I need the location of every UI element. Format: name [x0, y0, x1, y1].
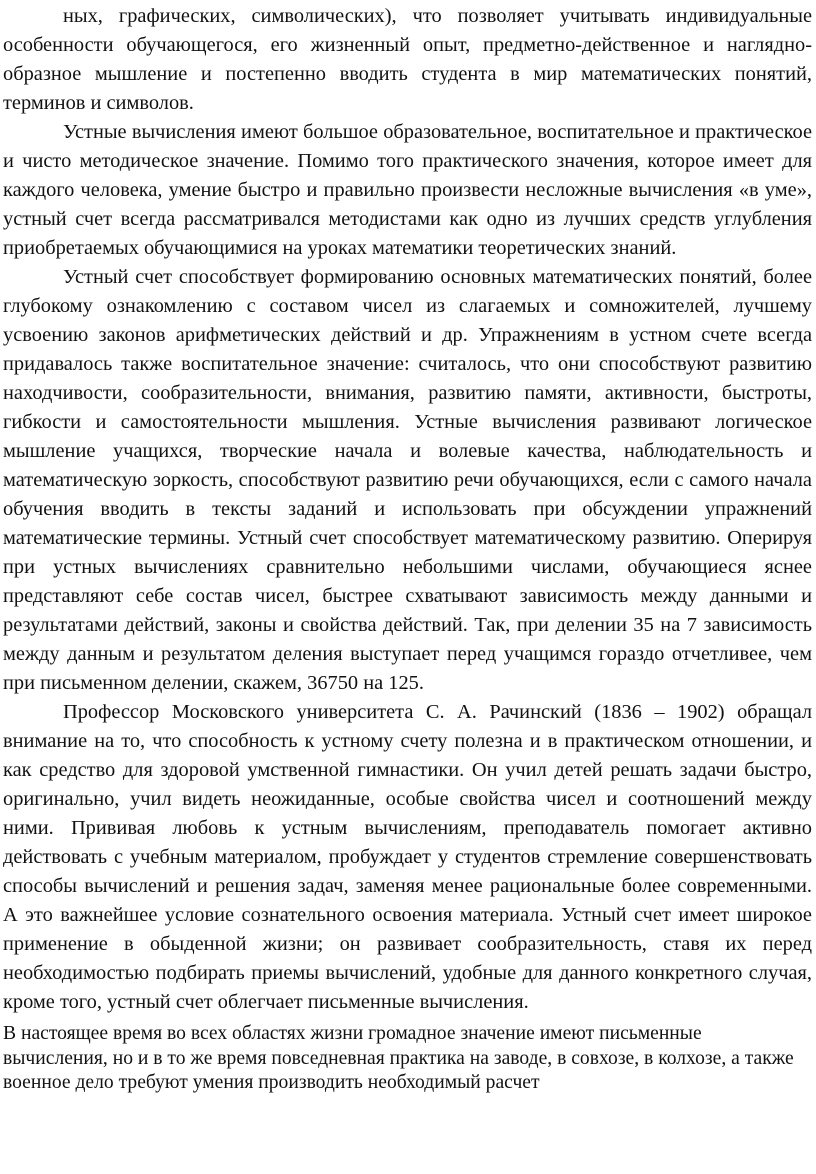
paragraph-oral-counting-development: Устный счет способствует формированию основных математических понятий, более глубокому ознакомлению с составом чисел из слагаемых и сомножителей, лучшему усвоению законов арифметических действий и др. Упражнениям в устном счете всегда придавалось также воспитательное значение: считалось, что они способствуют развитию находчивости, сообразительности, внимания, развитию памяти, активности, быстроты, гибкости и самостоятельности мышления. Устные вычисления развивают логическое мышление учащихся, творческие начала и волевые качества, наблюдательность и математическую зоркость, способствуют развитию речи обучающихся, если с самого начала обучения вводить в тексты заданий и использовать при обсуждении упражнений математические термины. Устный счет способствует математическому развитию. Оперируя при устных вычислениях сравнительно небольшими числами, обучающиеся яснее представляют себе состав чисел, быстрее схватывают зависимость между данными и результатами действий, законы и свойства действий. Так, при делении 35 на 7 зависимость между данным и результатом деления выступает перед учащимся гораздо отчетливее, чем при письменном делении, скажем, 36750 на 125.: [3, 266, 812, 694]
paragraph-written-calculations: В настоящее время во всех областях жизни громадное значение имеют письменные вычисления, но и в то же время повседневная практика на заводе, в совхозе, в колхозе, а также военное дело требуют умения производить необходимый расчет: [3, 1023, 794, 1094]
paragraph-rachinsky: Профессор Московского университета С. А. Рачинский (1836 – 1902) обращал внимание на то, что способность к устному счету полезна и в практическом отношении, и как средство для здоровой умственной гимнастики. Он учил детей решать задачи быстро, оригинально, учил видеть неожиданные, особые свойства чисел и соотношений между ними. Прививая любовь к устным вычислениям, преподаватель помогает активно действовать с учебным материалом, пробуждает у студентов стремление совершенствовать способы вычислений и решения задач, заменяя менее рациональные более современными. А это важнейшее условие сознательного освоения материала. Устный счет имеет широкое применение в обыденной жизни; он развивает сообразительность, ставя их перед необходимостью подбирать приемы вычислений, удобные для данного конкретного случая, кроме того, устный счет облегчает письменные вычисления.: [3, 701, 812, 1013]
paragraph-oral-calculations-significance: Устные вычисления имеют большое образовательное, воспитательное и практическое и чисто методическое значение. Помимо того практического значения, которое имеет для каждого человека, умение быстро и правильно произвести несложные вычисления «в уме», устный счет всегда рассматривался методистами как одно из лучших средств углубления приобретаемых обучающимися на уроках математики теоретических знаний.: [3, 121, 812, 259]
paragraph-continuation: ных, графических, символических), что позволяет учитывать индивидуальные особенности обучающегося, его жизненный опыт, предметно-действенное и наглядно-образное мышление и постепенно вводить студента в мир математических понятий, терминов и символов.: [3, 5, 812, 114]
